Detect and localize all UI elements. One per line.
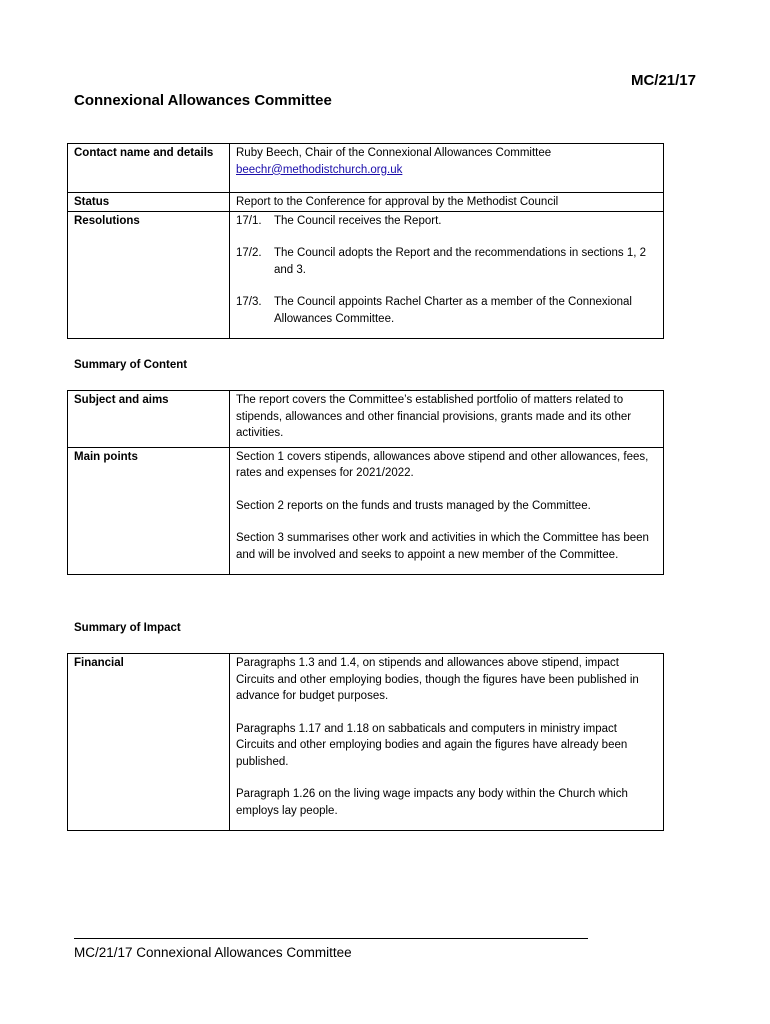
financial-point: Paragraphs 1.3 and 1.4, on stipends and allowances above stipend, impact Circuits and other employing bodies, though the figures have been published in advance for budget purposes. bbox=[236, 657, 639, 702]
table-row bbox=[68, 654, 664, 831]
contact-email-link[interactable]: beechr@methodistchurch.org.uk bbox=[236, 163, 403, 176]
document-reference: MC/21/17 bbox=[630, 72, 696, 89]
contact-label: Contact name and details bbox=[68, 144, 230, 193]
status-label: Status bbox=[68, 193, 230, 212]
footer-divider bbox=[74, 938, 588, 939]
resolution-number: 17/3. bbox=[236, 296, 262, 308]
summary-impact-table bbox=[67, 653, 664, 831]
contact-details-cell bbox=[230, 144, 664, 193]
table-row bbox=[68, 211, 664, 339]
main-points-cell bbox=[230, 447, 664, 575]
table-row bbox=[68, 447, 664, 575]
main-points-label: Main points bbox=[68, 447, 230, 575]
resolution-number: 17/1. bbox=[236, 214, 262, 227]
resolution-number: 17/2. bbox=[236, 247, 262, 259]
table-row bbox=[68, 144, 664, 193]
status-value: Report to the Conference for approval by the Methodist Council bbox=[230, 193, 664, 212]
main-point: Section 2 reports on the funds and trusts managed by the Committee. bbox=[236, 499, 591, 512]
resolution-text: The Council receives the Report. bbox=[274, 214, 442, 227]
financial-point: Paragraph 1.26 on the living wage impacts any body within the Church which employs lay people. bbox=[236, 788, 628, 817]
resolution-item bbox=[236, 213, 657, 230]
subject-text: The report covers the Committee’s established portfolio of matters related to stipends, allowances and other financial provisions, grants made and its other activities. bbox=[230, 391, 664, 448]
summary-of-content-heading: Summary of Content bbox=[74, 359, 188, 371]
resolution-text: The Council adopts the Report and the recommendations in sections 1, 2 and 3. bbox=[274, 247, 647, 276]
resolution-item bbox=[236, 294, 657, 327]
table-row bbox=[68, 193, 664, 212]
main-point: Section 1 covers stipends, allowances above stipend and other allowances, fees, rates and expenses for 2021/2022. bbox=[236, 450, 649, 479]
main-point: Section 3 summarises other work and activities in which the Committee has been and will be involved and seeks to appoint a new member of the Committee. bbox=[236, 532, 649, 561]
table-row bbox=[68, 391, 664, 448]
contact-status-table bbox=[67, 143, 664, 339]
subject-label: Subject and aims bbox=[68, 391, 230, 448]
page-footer: MC/21/17 Connexional Allowances Committee bbox=[74, 945, 352, 960]
summary-of-impact-heading: Summary of Impact bbox=[74, 622, 181, 634]
resolutions-cell bbox=[230, 211, 664, 339]
resolution-item bbox=[236, 245, 657, 278]
financial-point: Paragraphs 1.17 and 1.18 on sabbaticals and computers in ministry impact Circuits and other employing bodies and again the figures have already been published. bbox=[236, 722, 628, 768]
financial-cell bbox=[230, 654, 664, 831]
contact-name: Ruby Beech, Chair of the Connexional Allowances Committee bbox=[236, 147, 552, 159]
document-title: Connexional Allowances Committee bbox=[74, 92, 332, 109]
resolutions-label: Resolutions bbox=[68, 211, 230, 339]
financial-label: Financial bbox=[68, 654, 230, 831]
resolution-text: The Council appoints Rachel Charter as a member of the Connexional Allowances Committee. bbox=[274, 296, 632, 325]
summary-content-table bbox=[67, 390, 664, 575]
